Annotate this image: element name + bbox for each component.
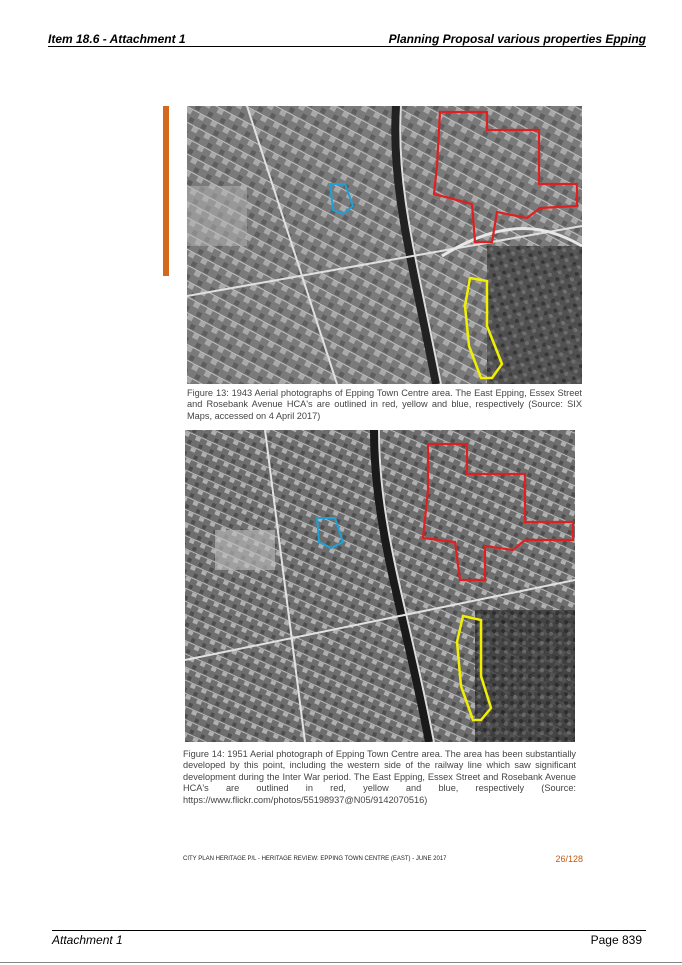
document-footer [183,856,583,862]
page-divider [0,962,682,963]
footer-page-number: Page 839 [590,933,642,947]
header-left: Item 18.6 - Attachment 1 [48,32,186,46]
accent-bar [163,106,169,276]
page-header [48,32,646,47]
figure-13-caption: Figure 13: 1943 Aerial photographs of Epping Town Centre area. The East Epping, Essex Street and Rosebank Avenue HCA's are outlined in red, yellow and blue, respectively (Source: SIX Maps, accessed on 4 April 2017) [187,388,582,421]
document-footer-text: CITY PLAN HERITAGE P/L - HERITAGE REVIEW: EPPING TOWN CENTRE (EAST) - JUNE 2017 [183,856,447,862]
header-right: Planning Proposal various properties Epping [388,32,646,46]
footer-left: Attachment 1 [52,933,123,947]
aerial-photo-1951 [185,430,575,742]
figure-14-caption: Figure 14: 1951 Aerial photograph of Epping Town Centre area. The area has been substantially developed by this point, including the western side of the railway line which saw significant development during the Inter War period. The East Epping, Essex Street and Rosebank Avenue HCA's are outlined in red, yellow and blue, respectively (Source: https://www.flickr.com/photos/55198937@N05/9142070516) [183,749,576,805]
page-footer [52,930,646,947]
document-page-number: 26/128 [555,854,583,864]
aerial-photo-1943 [187,106,582,384]
